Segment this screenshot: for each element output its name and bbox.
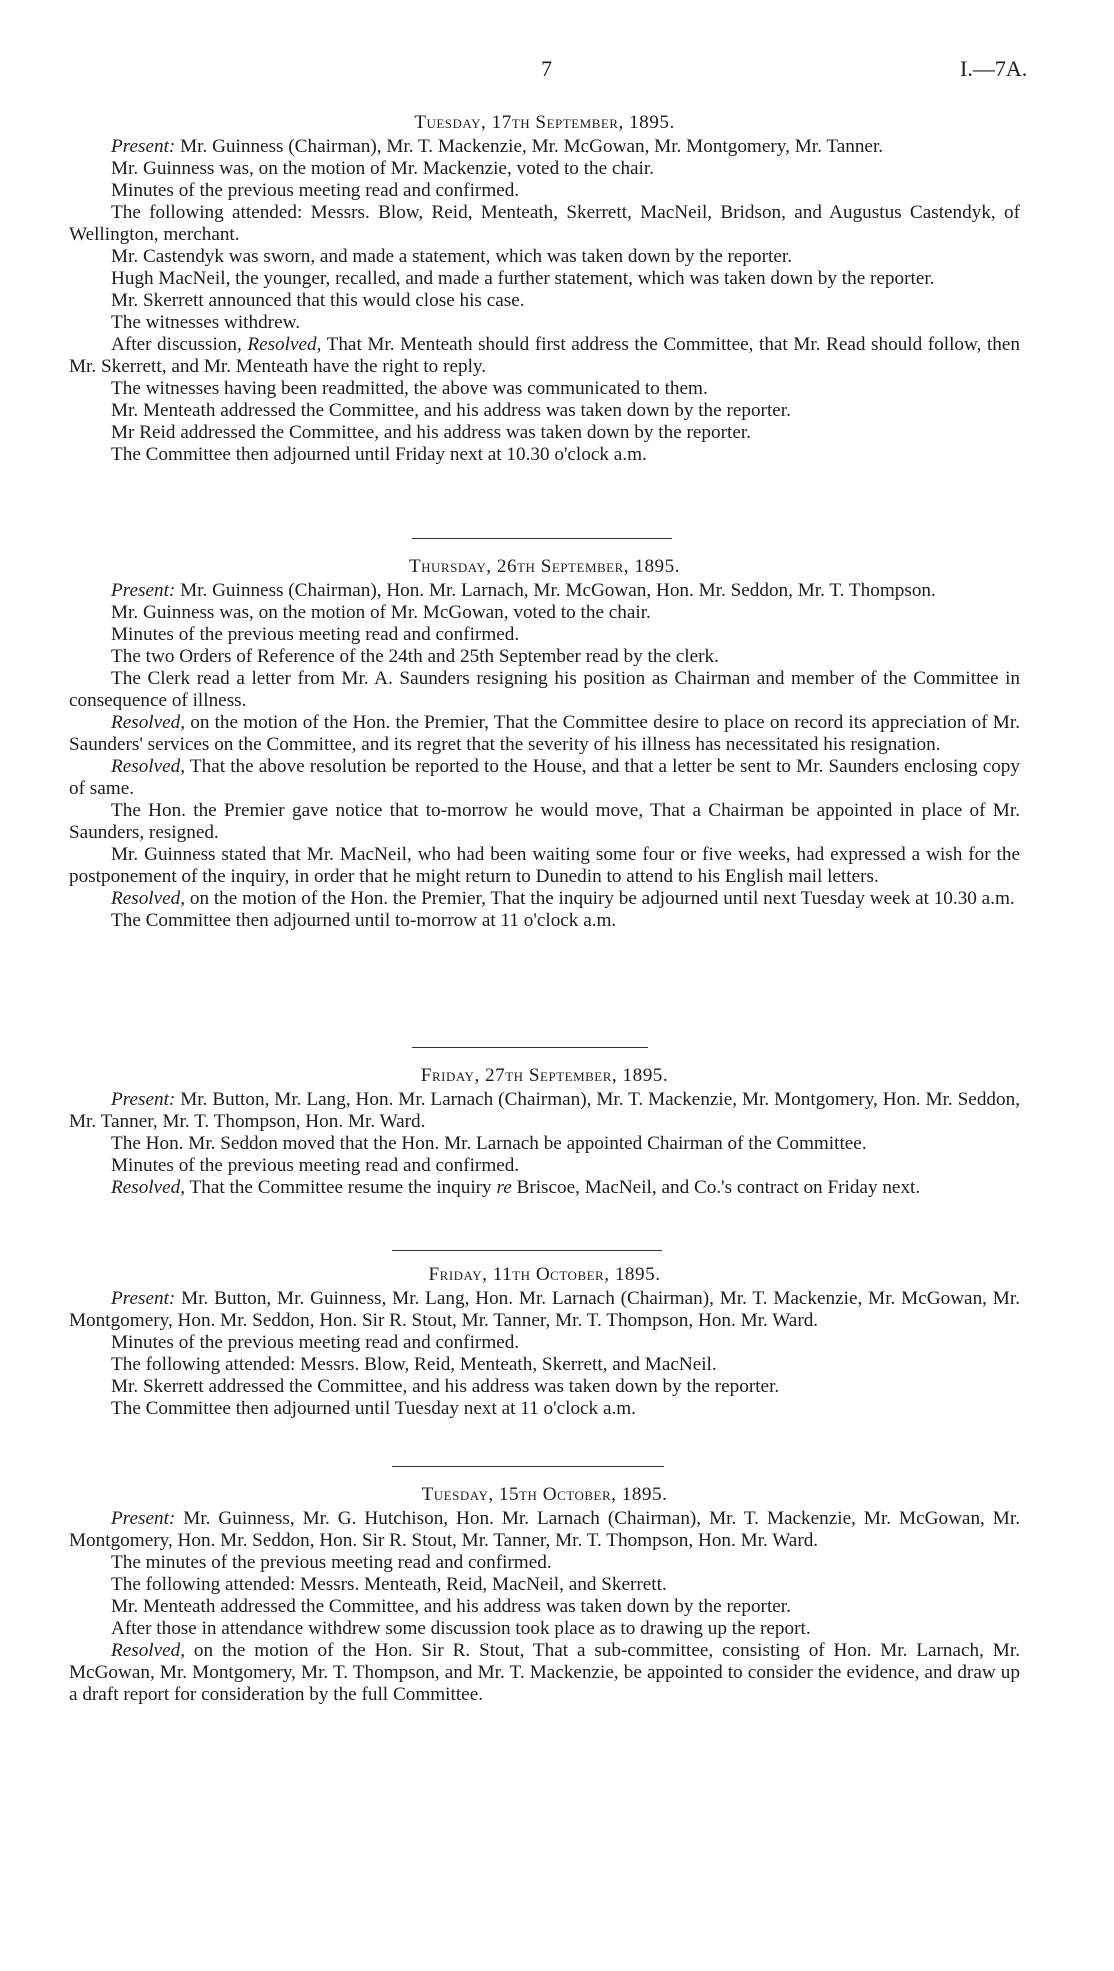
minute-paragraph: The Clerk read a letter from Mr. A. Saunders resigning his position as Chairman and member of the Committee in consequence of illness. [69,668,1020,711]
meeting-4 [69,1264,1020,1420]
minute-paragraph: Mr. Guinness was, on the motion of Mr. Mackenzie, voted to the chair. [111,158,655,179]
meeting-date: Tuesday, 17th September, 1895. [414,112,675,133]
resolution-paragraph: Resolved, That the above resolution be reported to the House, and that a letter be sent to Mr. Saunders enclosing copy of same. [69,756,1020,799]
minute-paragraph: Mr. Menteath addressed the Committee, and his address was taken down by the reporter. [111,400,791,421]
section-divider [412,538,672,539]
resolution-paragraph: Resolved, on the motion of the Hon. the Premier, That the Committee desire to place on record its appreciation of Mr. Saunders' services on the Committee, and its regret that the severity of his illness has necessitated his resignation. [69,712,1020,755]
minute-paragraph: Minutes of the previous meeting read and confirmed. [111,1332,520,1353]
minute-paragraph: The following attended: Messrs. Blow, Reid, Menteath, Skerrett, and MacNeil. [111,1354,717,1375]
minute-paragraph: Mr. Skerrett announced that this would close his case. [111,290,525,311]
minute-paragraph: The Committee then adjourned until Tuesday next at 11 o'clock a.m. [111,1398,636,1419]
section-divider [392,1250,662,1251]
minute-paragraph: After those in attendance withdrew some discussion took place as to drawing up the report. [111,1618,811,1639]
meeting-2 [69,556,1020,932]
minute-paragraph: Mr. Castendyk was sworn, and made a statement, which was taken down by the reporter. [111,246,792,267]
minute-paragraph: The following attended: Messrs. Menteath, Reid, MacNeil, and Skerrett. [111,1574,667,1595]
minute-paragraph: The Hon. the Premier gave notice that to-morrow he would move, That a Chairman be appointed in place of Mr. Saunders, resigned. [69,800,1020,843]
resolution-paragraph: Resolved, That the Committee resume the inquiry re Briscoe, MacNeil, and Co.'s contract on Friday next. [111,1177,921,1198]
minute-paragraph: The minutes of the previous meeting read and confirmed. [111,1552,552,1573]
minute-paragraph: Mr Reid addressed the Committee, and his address was taken down by the reporter. [111,422,751,443]
present-paragraph: Present: Mr. Guinness (Chairman), Mr. T. Mackenzie, Mr. McGowan, Mr. Montgomery, Mr. Tanner. [111,136,884,157]
section-divider [392,1466,664,1467]
present-paragraph: Present: Mr. Button, Mr. Guinness, Mr. Lang, Hon. Mr. Larnach (Chairman), Mr. T. Mackenzie, Mr. McGowan, Mr. Montgomery, Hon. Mr. Seddon, Hon. Sir R. Stout, Mr. Tanner, Mr. T. Thompson, Hon. Mr. Ward. [69,1288,1020,1331]
minute-paragraph: Minutes of the previous meeting read and confirmed. [111,1155,520,1176]
minute-paragraph: Mr. Guinness stated that Mr. MacNeil, who had been waiting some four or five weeks, had expressed a wish for the postponement of the inquiry, in order that he might return to Dunedin to attend to his English mail letters. [69,844,1020,887]
minute-paragraph: The Committee then adjourned until Friday next at 10.30 o'clock a.m. [111,444,647,465]
present-paragraph: Present: Mr. Guinness (Chairman), Hon. Mr. Larnach, Mr. McGowan, Hon. Mr. Seddon, Mr. T. Thompson. [111,580,936,601]
section-divider [412,1047,648,1048]
page-number: 7 [541,56,552,81]
minute-paragraph: The witnesses having been readmitted, the above was communicated to them. [111,378,708,399]
meeting-date: Thursday, 26th September, 1895. [408,556,681,577]
resolution-paragraph: Resolved, on the motion of the Hon. the Premier, That the inquiry be adjourned until next Tuesday week at 10.30 a.m. [111,888,1015,909]
meeting-1 [69,112,1020,466]
meeting-date: Tuesday, 15th October, 1895. [421,1484,668,1505]
minute-paragraph: Minutes of the previous meeting read and confirmed. [111,180,520,201]
meeting-date: Friday, 27th September, 1895. [420,1065,669,1086]
meeting-date: Friday, 11th October, 1895. [428,1264,661,1285]
minute-paragraph: The witnesses withdrew. [111,312,300,333]
minute-paragraph: Mr. Skerrett addressed the Committee, and his address was taken down by the reporter. [111,1376,780,1397]
minute-paragraph: Hugh MacNeil, the younger, recalled, and made a further statement, which was taken down by the reporter. [111,268,935,289]
minute-paragraph: Minutes of the previous meeting read and confirmed. [111,624,520,645]
minute-paragraph: The Hon. Mr. Seddon moved that the Hon. Mr. Larnach be appointed Chairman of the Committee. [111,1133,867,1154]
present-paragraph: Present: Mr. Button, Mr. Lang, Hon. Mr. Larnach (Chairman), Mr. T. Mackenzie, Mr. Montgomery, Hon. Mr. Seddon, Mr. Tanner, Mr. T. Thompson, Hon. Mr. Ward. [69,1089,1020,1132]
meeting-5 [69,1484,1020,1706]
minute-paragraph: Mr. Menteath addressed the Committee, and his address was taken down by the reporter. [111,1596,791,1617]
minute-paragraph: The following attended: Messrs. Blow, Reid, Menteath, Skerrett, MacNeil, Bridson, and Augustus Castendyk, of Wellington, merchant. [69,202,1020,245]
document-reference: I.—7A. [960,56,1028,81]
minute-paragraph: The two Orders of Reference of the 24th and 25th September read by the clerk. [111,646,719,667]
minute-paragraph: Mr. Guinness was, on the motion of Mr. McGowan, voted to the chair. [111,602,651,623]
minute-paragraph: The Committee then adjourned until to-morrow at 11 o'clock a.m. [111,910,617,931]
present-paragraph: Present: Mr. Guinness, Mr. G. Hutchison, Hon. Mr. Larnach (Chairman), Mr. T. Mackenzie, Mr. McGowan, Mr. Montgomery, Hon. Mr. Seddon, Hon. Sir R. Stout, Mr. Tanner, Mr. T. Thompson, Hon. Mr. Ward. [69,1508,1020,1551]
meeting-3 [69,1065,1020,1199]
resolution-paragraph: Resolved, on the motion of the Hon. Sir R. Stout, That a sub-committee, consisting of Hon. Mr. Larnach, Mr. McGowan, Mr. Montgomery, Mr. T. Thompson, and Mr. T. Mackenzie, be appointed to consider the evidence, and draw up a draft report for consideration by the full Committee. [69,1640,1020,1705]
resolution-paragraph: After discussion, Resolved, That Mr. Menteath should first address the Committee, that Mr. Read should follow, then Mr. Skerrett, and Mr. Menteath have the right to reply. [69,334,1020,377]
